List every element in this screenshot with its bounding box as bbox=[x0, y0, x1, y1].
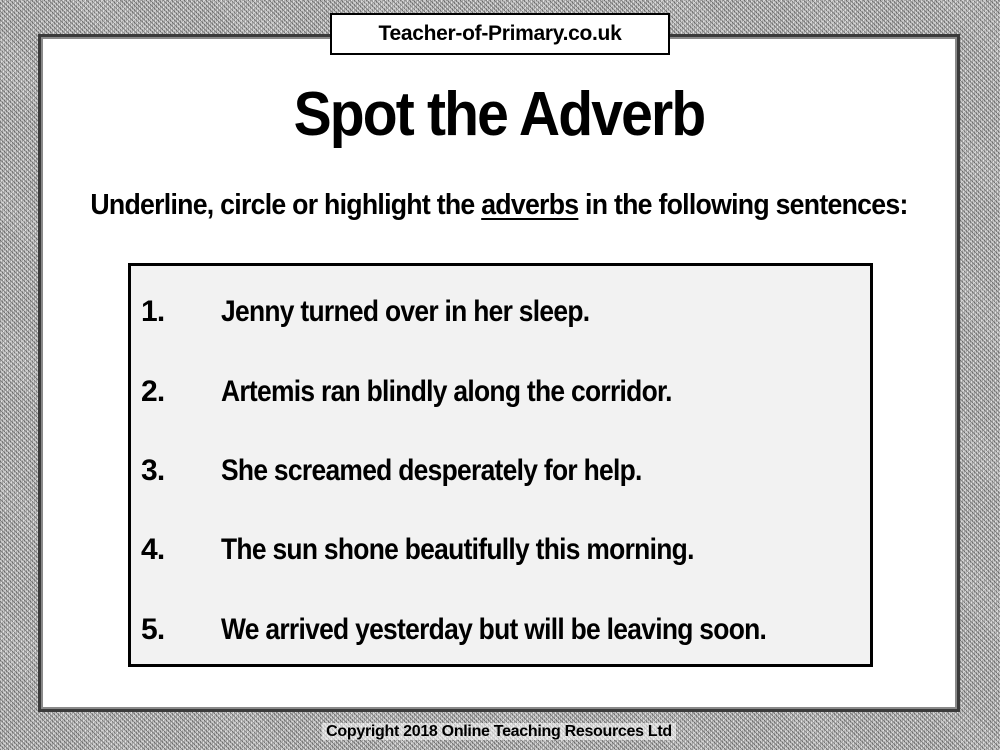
sentence-text: We arrived yesterday but will be leaving soon. bbox=[221, 613, 767, 646]
instruction-after: in the following sentences: bbox=[578, 189, 908, 221]
sentence-text: Jenny turned over in her sleep. bbox=[221, 295, 590, 328]
site-banner-text: Teacher-of-Primary.co.uk bbox=[378, 22, 622, 45]
slide-title: Spot the Adverb bbox=[293, 80, 705, 149]
instruction-before: Underline, circle or highlight the bbox=[90, 189, 482, 221]
sentence-row bbox=[131, 441, 870, 501]
sentence-number: 3. bbox=[141, 454, 165, 487]
sentence-number: 4. bbox=[141, 533, 165, 566]
instruction-keyword: adverbs bbox=[481, 189, 579, 221]
sentence-text: Artemis ran blindly along the corridor. bbox=[221, 375, 672, 408]
sentence-number: 2. bbox=[141, 375, 165, 408]
sentence-text: She screamed desperately for help. bbox=[221, 454, 642, 487]
sentence-row bbox=[131, 520, 870, 580]
site-banner bbox=[330, 13, 670, 55]
copyright-notice bbox=[38, 718, 960, 746]
sentence-row bbox=[131, 282, 870, 342]
sentence-row bbox=[131, 362, 870, 422]
sentence-row bbox=[131, 600, 870, 660]
sentence-text: The sun shone beautifully this morning. bbox=[221, 533, 694, 566]
sentence-number: 1. bbox=[141, 295, 165, 328]
copyright-text: Copyright 2018 Online Teaching Resources Ltd bbox=[322, 723, 676, 740]
sentence-number: 5. bbox=[141, 613, 165, 646]
sentence-box bbox=[128, 263, 873, 667]
instruction-text bbox=[75, 183, 923, 227]
